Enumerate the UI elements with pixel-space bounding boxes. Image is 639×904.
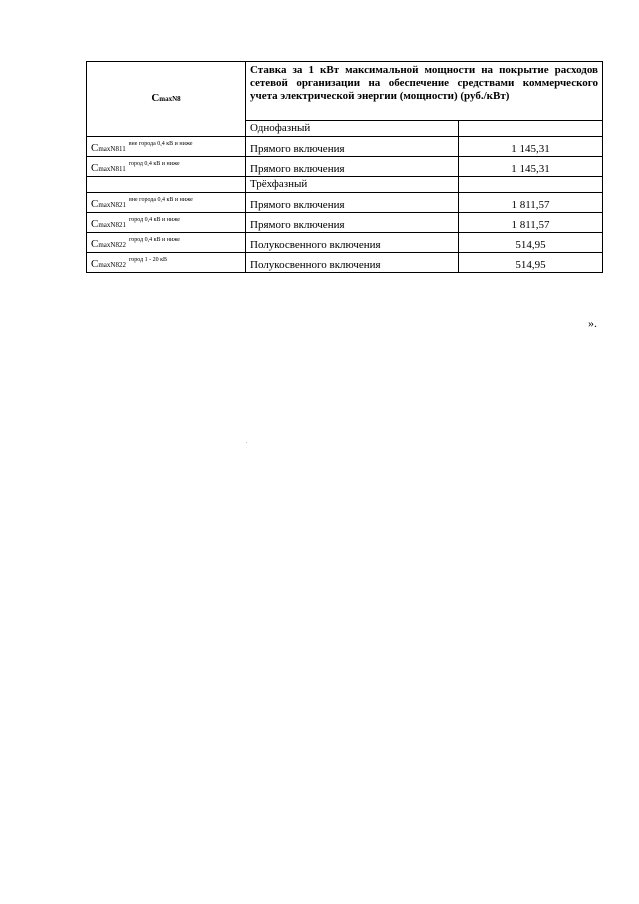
rate-symbol-base: C	[91, 162, 99, 174]
connection-type-cell: Прямого включения	[246, 157, 459, 177]
table-row	[87, 233, 603, 253]
rate-symbol-base: C	[91, 198, 99, 210]
header-symbol	[87, 62, 246, 137]
rate-symbol-cell	[87, 213, 246, 233]
three-phase-group	[87, 193, 603, 273]
rate-symbol-sub: maxN821	[98, 221, 126, 229]
rates-table	[86, 61, 603, 273]
rate-voltage-note: город 0,4 кВ и ниже	[128, 161, 180, 167]
rate-symbol-cell	[87, 253, 246, 273]
single-phase-group	[87, 137, 603, 177]
rate-symbol-sub: maxN822	[98, 241, 126, 249]
rate-value-cell: 514,95	[459, 253, 603, 273]
rate-symbol-cell	[87, 233, 246, 253]
rate-symbol-base: C	[91, 258, 99, 270]
connection-type-cell: Прямого включения	[246, 213, 459, 233]
category-row-three-phase	[87, 177, 603, 193]
rate-value-cell: 1 811,57	[459, 193, 603, 213]
connection-type-cell: Полукосвенного включения	[246, 253, 459, 273]
header-row	[87, 62, 603, 121]
rate-value-cell: 1 145,31	[459, 157, 603, 177]
rate-voltage-note: город 0,4 кВ и ниже	[128, 237, 180, 243]
category-empty-cell	[459, 121, 603, 137]
connection-type-cell: Полукосвенного включения	[246, 233, 459, 253]
rate-voltage-note: город 0,4 кВ и ниже	[128, 217, 180, 223]
rate-voltage-note: вне города 0,4 кВ и ниже	[128, 197, 193, 203]
category-empty-cell	[459, 177, 603, 193]
rate-symbol-sub: maxN811	[98, 145, 126, 153]
rate-symbol-cell	[87, 193, 246, 213]
scan-speck	[246, 442, 247, 443]
header-symbol-sub: maxN8	[159, 95, 181, 103]
rate-symbol-base: C	[91, 142, 99, 154]
rate-voltage-note: вне города 0,4 кВ и ниже	[128, 141, 193, 147]
rate-symbol-cell	[87, 157, 246, 177]
rate-symbol-sub: maxN822	[98, 261, 126, 269]
rate-value-cell: 514,95	[459, 233, 603, 253]
rate-symbol-sub: maxN821	[98, 201, 126, 209]
category-three-phase: Трёхфазный	[246, 177, 459, 193]
category-empty-symbol-cell	[87, 177, 246, 193]
table-row	[87, 253, 603, 273]
rate-symbol-cell	[87, 137, 246, 157]
rate-symbol-base: C	[91, 238, 99, 250]
rate-value-cell: 1 811,57	[459, 213, 603, 233]
rate-value-cell: 1 145,31	[459, 137, 603, 157]
closing-quote: ».	[588, 316, 597, 330]
table-row	[87, 213, 603, 233]
connection-type-cell: Прямого включения	[246, 193, 459, 213]
rate-symbol-base: C	[91, 218, 99, 230]
connection-type-cell: Прямого включения	[246, 137, 459, 157]
table-row	[87, 137, 603, 157]
header-symbol-base: C	[151, 92, 160, 104]
rate-symbol-sub: maxN811	[98, 165, 126, 173]
rate-voltage-note: город 1 - 20 кВ	[128, 257, 168, 263]
table-row	[87, 193, 603, 213]
table-row	[87, 157, 603, 177]
category-single-phase: Однофазный	[246, 121, 459, 137]
header-description: Ставка за 1 кВт максимальной мощности на покрытие расходов сетевой организации на обеспечение средствами коммерческого учета электрической энергии (мощности) (руб./кВт)	[246, 62, 603, 121]
